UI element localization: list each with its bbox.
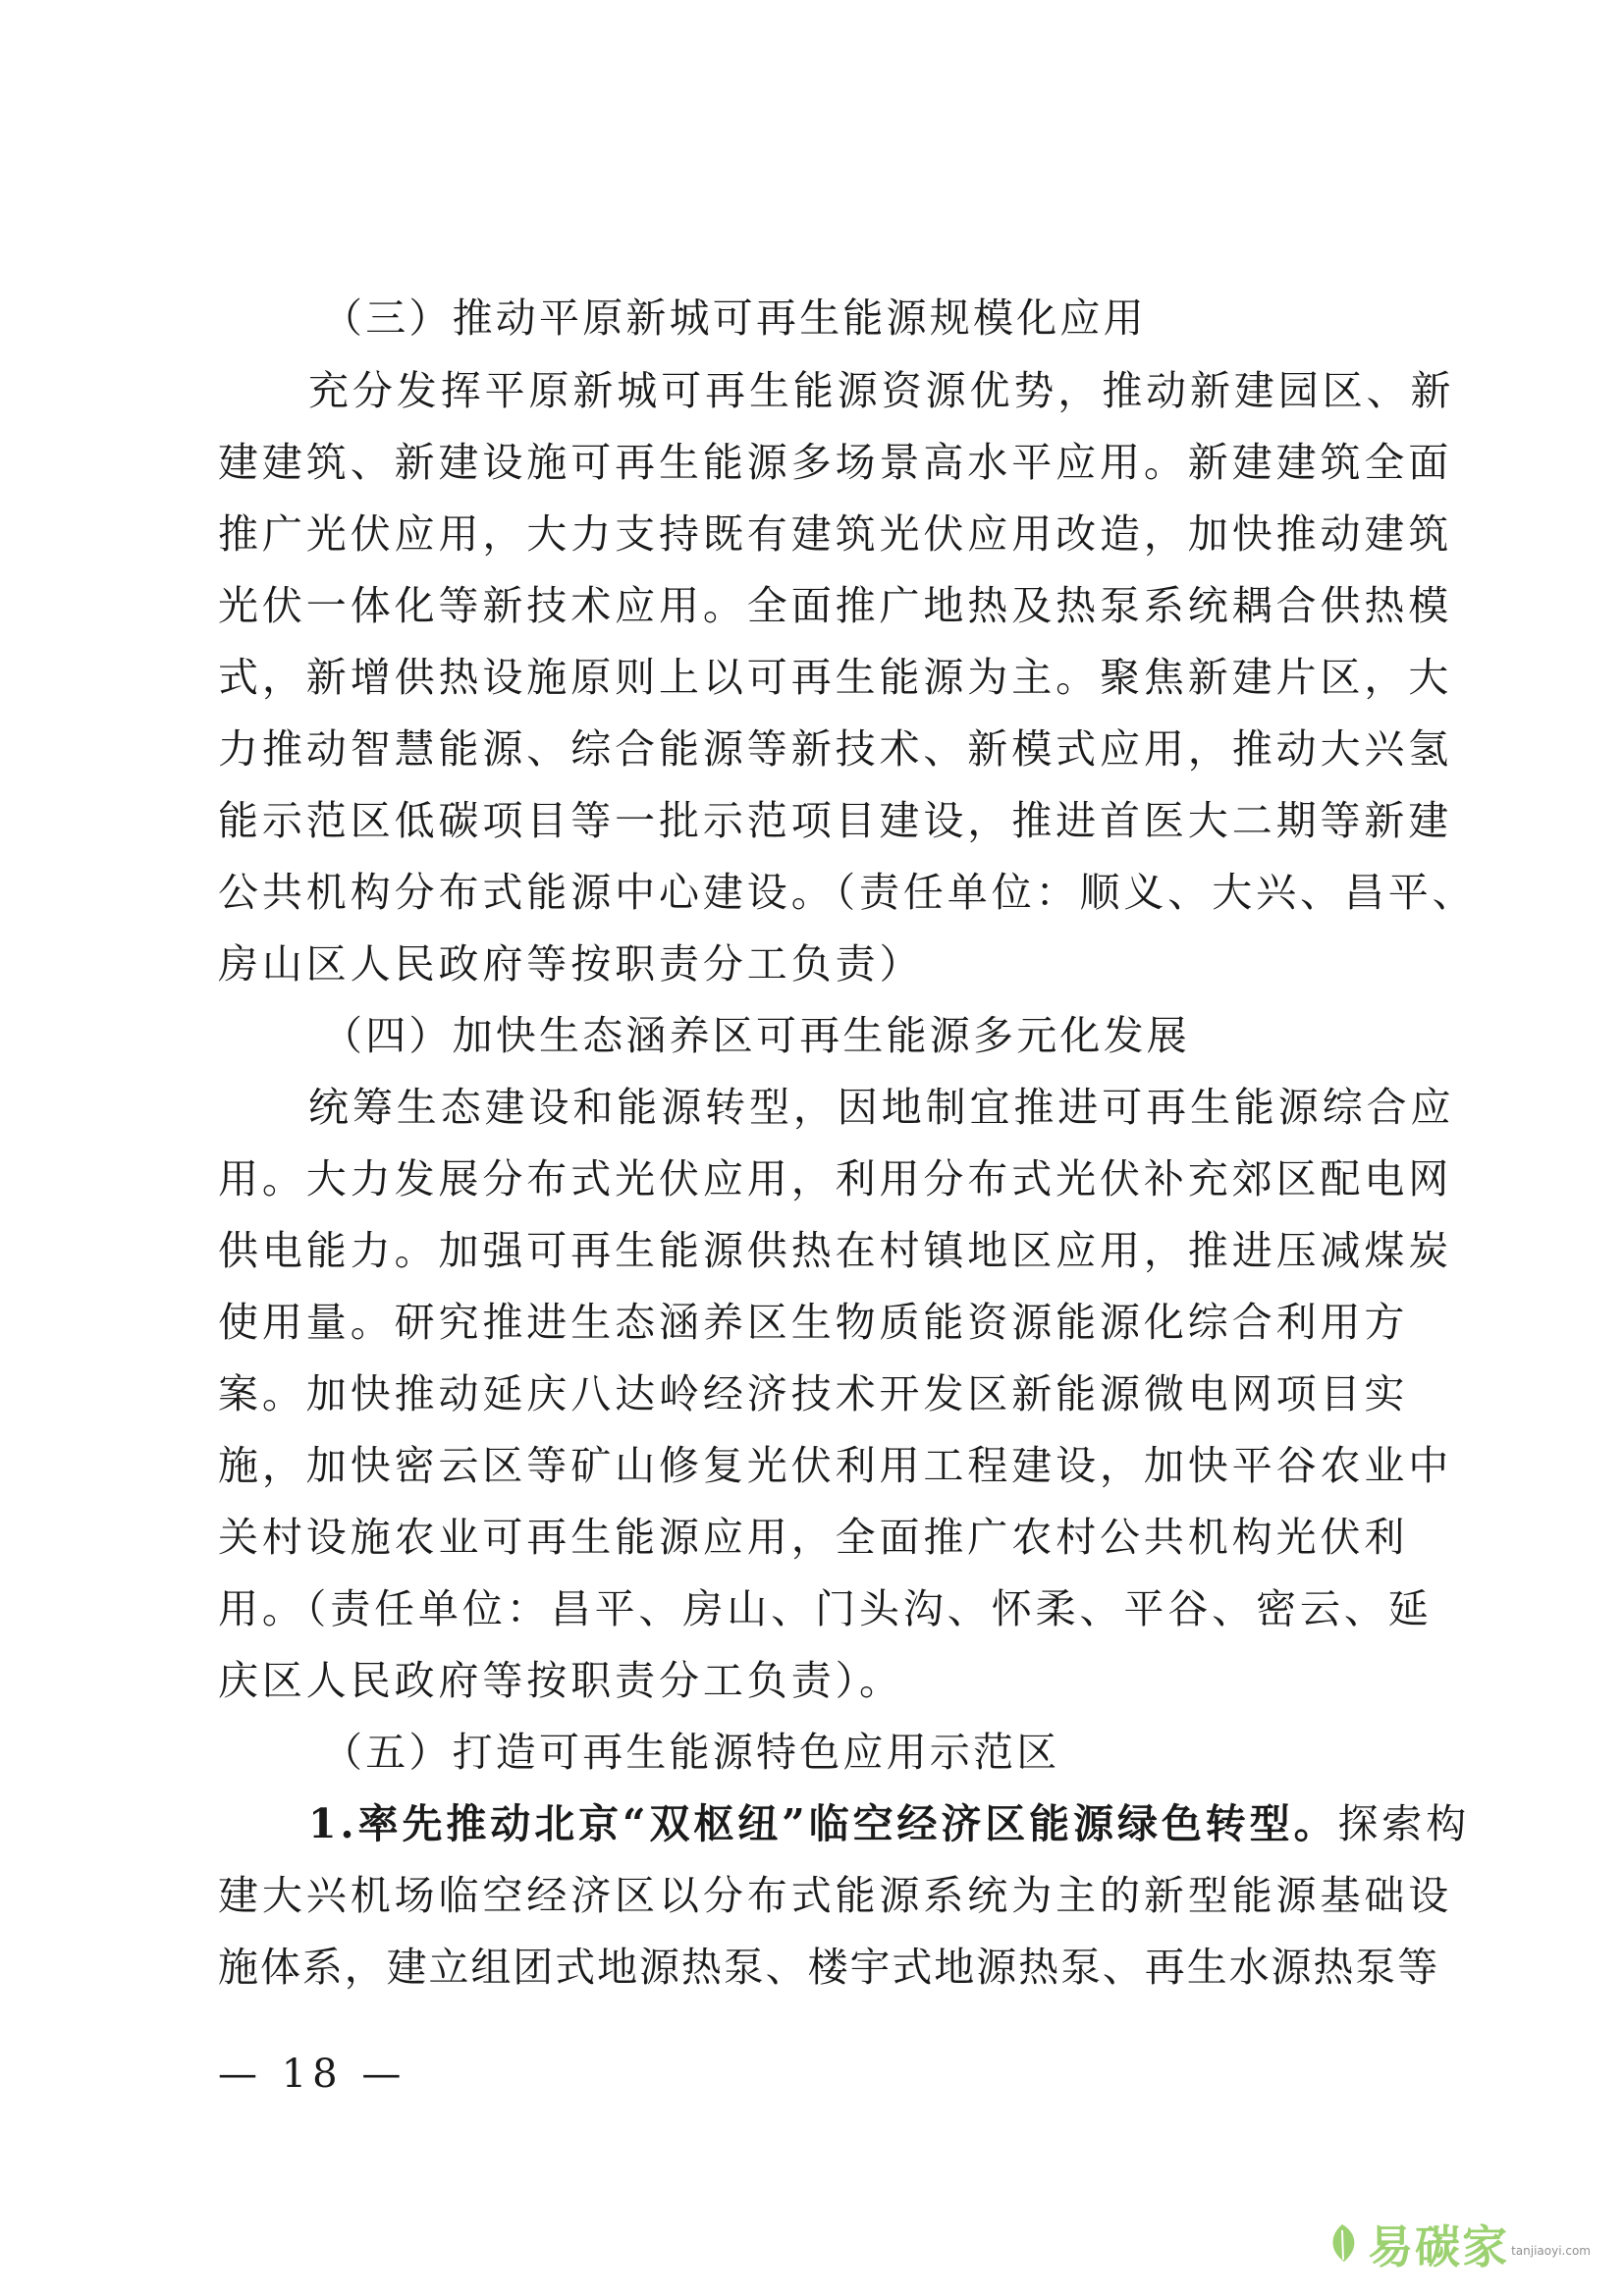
paragraph-text: 探索构: [1337, 1800, 1471, 1847]
paragraph-line: 用。（责任单位：昌平、房山、门头沟、怀柔、平谷、密云、延: [218, 1585, 1433, 1632]
paragraph-line: 式，新增供热设施原则上以可再生能源为主。聚焦新建片区，大: [218, 654, 1453, 701]
paragraph-line: 施体系，建立组团式地源热泵、楼宇式地源热泵、再生水源热泵等: [218, 1944, 1440, 1991]
paragraph-line: 用。大力发展分布式光伏应用，利用分布式光伏补充郊区配电网: [218, 1155, 1453, 1202]
paragraph-line: 建大兴机场临空经济区以分布式能源系统为主的新型能源基础设: [218, 1872, 1453, 1919]
paragraph-line: 能示范区低碳项目等一批示范项目建设，推进首医大二期等新建: [218, 797, 1453, 844]
paragraph-line: 建建筑、新建设施可再生能源多场景高水平应用。新建建筑全面: [218, 439, 1453, 486]
section-heading-5: （五）打造可再生能源特色应用示范区: [322, 1729, 1060, 1776]
section-heading-4: （四）加快生态涵养区可再生能源多元化发展: [322, 1012, 1190, 1059]
paragraph-line: 供电能力。加强可再生能源供热在村镇地区应用，推进压减煤炭: [218, 1227, 1453, 1274]
paragraph-line: 关村设施农业可再生能源应用，全面推广农村公共机构光伏利: [218, 1514, 1409, 1561]
paragraph-line: 光伏一体化等新技术应用。全面推广地热及热泵系统耦合供热模: [218, 582, 1453, 629]
paragraph-line: 统筹生态建设和能源转型，因地制宜推进可再生能源综合应: [308, 1084, 1455, 1131]
paragraph-line: 房山区人民政府等按职责分工负责）: [218, 940, 924, 988]
paragraph-line: 推广光伏应用，大力支持既有建筑光伏应用改造，加快推动建筑: [218, 510, 1453, 558]
watermark-text: 易碳家: [1368, 2220, 1510, 2273]
watermark: [1323, 2212, 1591, 2276]
watermark-url: tanjiaoyi.com: [1511, 2244, 1591, 2258]
paragraph-line: 公共机构分布式能源中心建设。（责任单位：顺义、大兴、昌平、: [218, 869, 1477, 916]
paragraph-line: 使用量。研究推进生态涵养区生物质能资源能源化综合利用方: [218, 1299, 1409, 1346]
section-heading-3: （三）推动平原新城可再生能源规模化应用: [322, 294, 1147, 342]
paragraph-line: 施，加快密云区等矿山修复光伏利用工程建设，加快平谷农业中: [218, 1442, 1453, 1489]
paragraph-line: 案。加快推动延庆八达岭经济技术开发区新能源微电网项目实: [218, 1370, 1409, 1417]
paragraph-line: 力推动智慧能源、综合能源等新技术、新模式应用，推动大兴氢: [218, 725, 1453, 773]
paragraph-line: 充分发挥平原新城可再生能源资源优势，推动新建园区、新: [308, 367, 1455, 414]
page-number: — 18 —: [218, 2052, 407, 2097]
bold-lead-text: 1.率先推动北京“双枢纽”临空经济区能源绿色转型。: [308, 1800, 1338, 1847]
paragraph-line: [308, 1796, 1585, 1851]
leaf-logo-icon: [1323, 2222, 1362, 2266]
paragraph-line: 庆区人民政府等按职责分工负责）。: [218, 1657, 903, 1704]
